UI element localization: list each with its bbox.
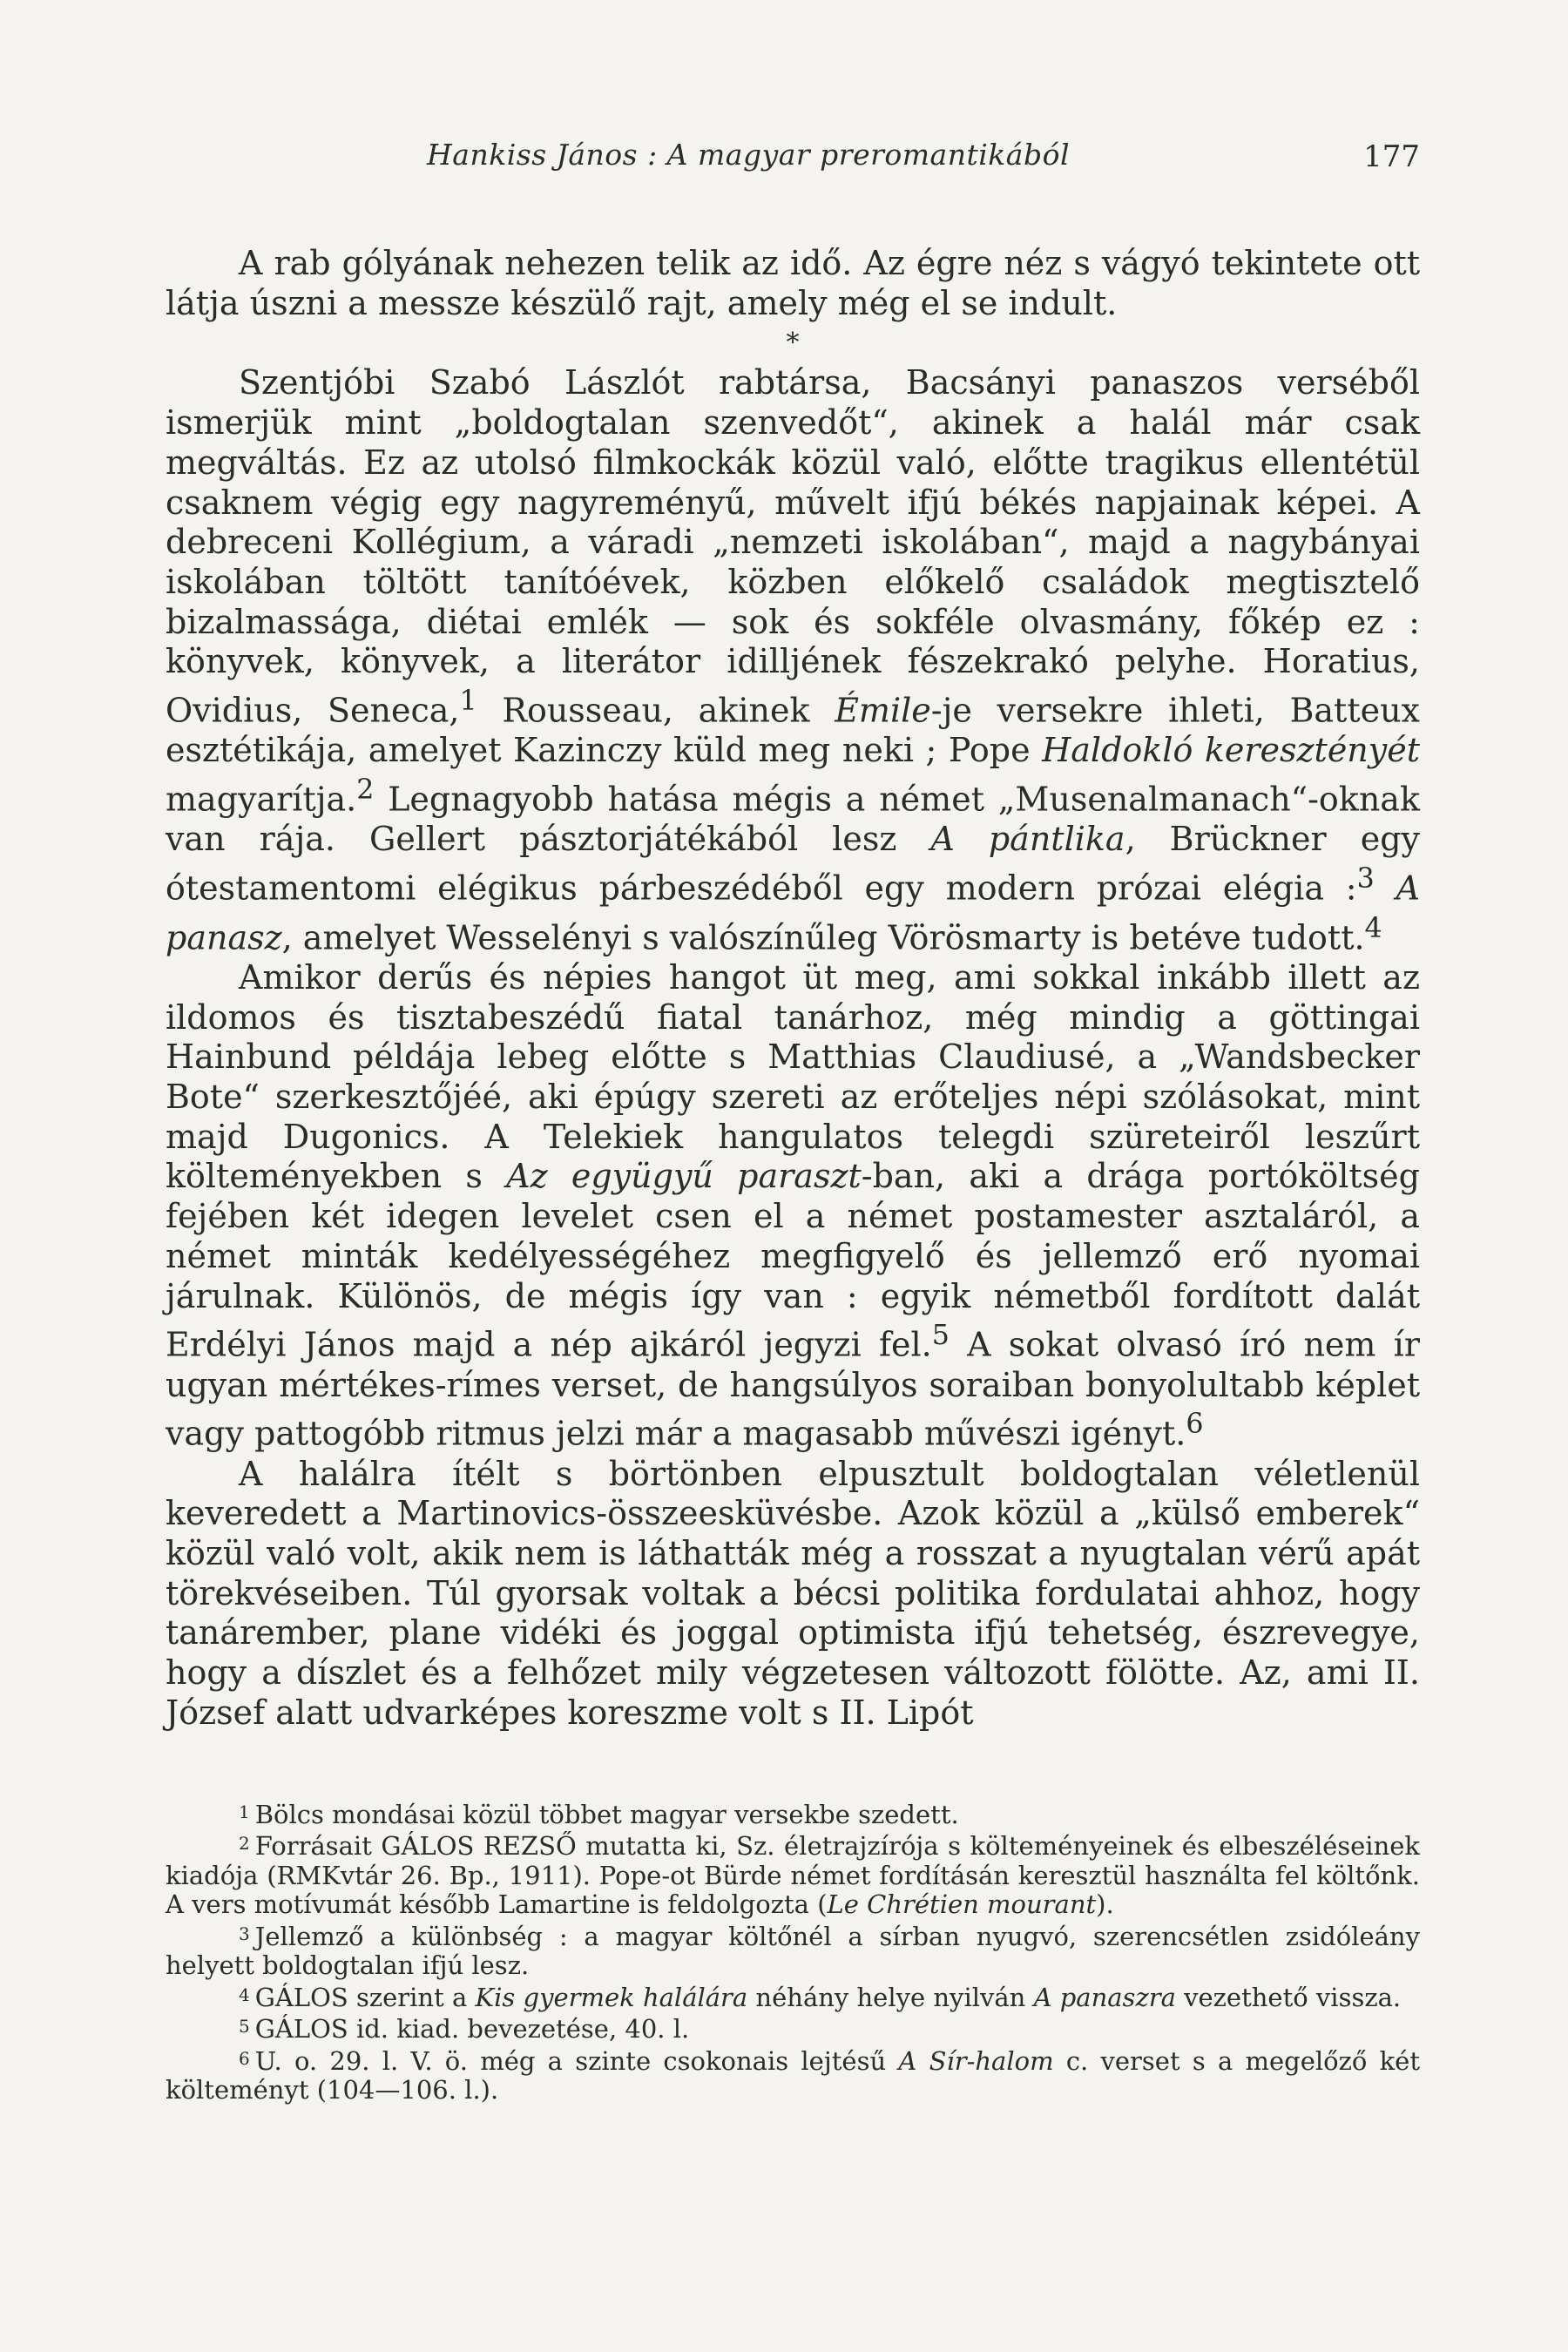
- paragraph-4: A halálra ítélt s börtönben elpusztult boldogtalan véletlenül keveredett a Martinovics-összeesküvésbe. Azok közül a „külső emberek“ közül való volt, akik nem is láthatták még a rosszat a nyugtalan vérű apát törekvéseiben. Túl gyorsak voltak a bécsi politika fordulatai ahhoz, hogy tanárember, plane vidéki és joggal optimista ifjú tehetség, észrevegye, hogy a díszlet és a felhőzet mily végzetesen változott fölötte. Az, ami II. József alatt udvarképes koreszme volt s II. Lipót: [166, 1454, 1420, 1732]
- title-italic: Haldokló keresztényét: [1042, 731, 1421, 770]
- footnote-ref: 3: [1356, 863, 1375, 896]
- footnote-4: $^4$ GÁLOS szerint a Kis gyermek halálára néhány helye nyilván A panaszra vezethető vissza.: [239, 1982, 1402, 2012]
- running-title: Hankiss János : A magyar preromantikából: [427, 138, 1070, 172]
- page-number: 177: [1363, 139, 1420, 174]
- body-text: [166, 244, 1420, 1734]
- footnote-ref: 2: [356, 774, 375, 807]
- footnote-5: $^5$ GÁLOS id. kiad. bevezetése, 40. l.: [239, 2014, 690, 2044]
- title-italic: Az együgyű paraszt: [506, 1157, 862, 1196]
- footnote-2: $^2$ Forrásait GÁLOS REZSŐ mutatta ki, Sz. életrajzírója s költeményeinek és elbeszéléseinek kiadója (RMKvtár 26. Bp., 1911). Pope-ot Bürde német fordításán keresztül használta fel költőnk. A vers motívumát később Lamartine is feldolgozta (Le Chrétien mourant).: [166, 1831, 1420, 1920]
- title-italic: Émile: [835, 691, 931, 730]
- section-separator: *: [786, 328, 800, 359]
- footnote-6: $^6$ U. o. 29. l. V. ö. még a szinte csokonais lejtésű A Sír-halom c. verset s a megelőző két költeményt (104—106. l.).: [166, 2045, 1420, 2105]
- running-head: [166, 122, 1420, 192]
- title-italic: A pántlika: [930, 820, 1125, 859]
- footnotes: [166, 1798, 1420, 2105]
- paragraph-2: Szentjóbi Szabó Lászlót rabtársa, Bacsányi panaszos verséből ismerjük mint „boldogtalan szenvedőt“, akinek a halál már csak megváltás. Ez az utolsó filmkockák közül való, előtte tragikus ellentétül csaknem végig egy nagyreményű, művelt ifjú békés napjainak képei. A debreceni Kollégium, a váradi „nemzeti iskolában“, majd a nagybányai iskolában töltött tanítóévek, közben előkelő családok megtisztelő bizalmassága, diétai emlék — sok és sokféle olvasmány, főkép ez : könyvek, könyvek, a literátor idilljének fészekrakó pelyhe. Horatius, Ovidius, Seneca,$^1$ Rousseau, akinek Émile-je versekre ihleti, Batteux esztétikája, amelyet Kazinczy küld meg neki ; Pope Haldokló keresztényét magyarítja.$^2$ Legnagyobb hatása mégis a német „Musenalmanach“-oknak van rája. Gellert pásztorjátékából lesz A pántlika, Brückner egy ótestamentomi elégikus párbeszédéből egy modern prózai elégia :$^3$ A panasz, amelyet Wesselényi s valószínűleg Vörösmarty is betéve tudott.$^4$: [166, 363, 1421, 957]
- paragraph-3: Amikor derűs és népies hangot üt meg, ami sokkal inkább illett az ildomos és tisztabeszédű fiatal tanárhoz, még mindig a göttingai Hainbund példája lebeg előtte s Matthias Claudiusé, a „Wandsbecker Bote“ szerkesztőjéé, aki épúgy szereti az erőteljes népi szólásokat, mint majd Dugonics. A Telekiek hangulatos telegdi szüreteiről leszűrt költeményekben s Az együgyű paraszt-ban, aki a drága portóköltség fejében két idegen levelet csen el a német postamester asztaláról, a német minták kedélyességéhez megfigyelő és jellemző erő nyomai járulnak. Különös, de mégis így van : egyik németből fordított dalát Erdélyi János majd a nép ajkáról jegyzi fel.$^5$ A sokat olvasó író nem ír ugyan mértékes-rímes verset, de hangsúlyos soraiban bonyolultabb képlet vagy pattogóbb ritmus jelzi már a magasabb művészi igényt.$^6$: [166, 957, 1420, 1453]
- footnote-1: $^1$ Bölcs mondásai közül többet magyar versekbe szedett.: [239, 1799, 959, 1829]
- book-page: [166, 122, 1420, 2282]
- footnote-ref: 1: [459, 686, 477, 718]
- title-italic: A panasz: [166, 868, 1420, 957]
- footnote-ref: 6: [1186, 1409, 1204, 1441]
- footnote-ref: 4: [1364, 912, 1382, 944]
- footnote-3: $^3$ Jellemző a különbség : a magyar költőnél a sírban nyugvó, szerencsétlen zsidóleány helyett boldogtalan ifjú lesz.: [166, 1921, 1420, 1981]
- footnote-ref: 5: [931, 1320, 950, 1352]
- paragraph-1: A rab gólyának nehezen telik az idő. Az égre néz s vágyó tekintete ott látja úszni a messze készülő rajt, amely még el se indult.: [166, 244, 1420, 322]
